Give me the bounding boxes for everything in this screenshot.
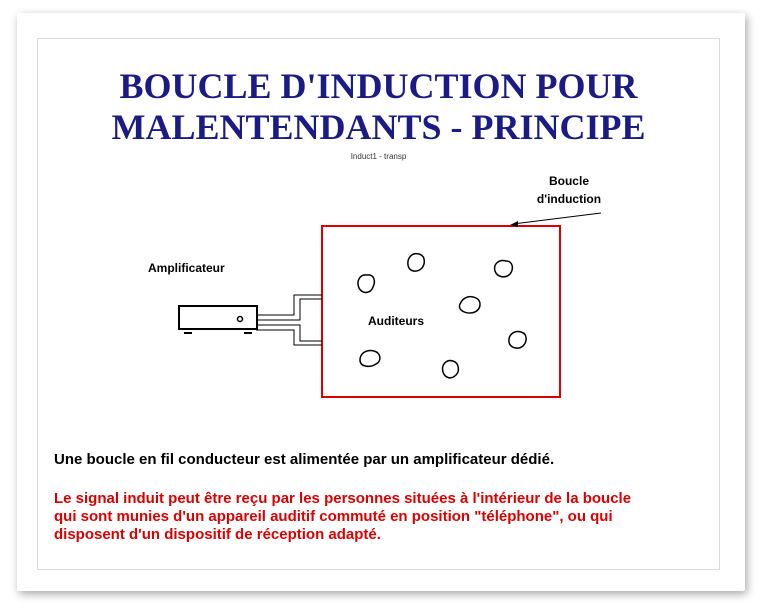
note-line-2: qui sont munies d'un appareil auditif commuté en position "téléphone", ou qui bbox=[54, 508, 613, 525]
loop-label-line-2: d'induction bbox=[536, 192, 602, 206]
induction-loop-diagram bbox=[38, 39, 719, 439]
listener-head-icon bbox=[408, 254, 424, 272]
note-line-3: disposent d'un dispositif de réception adapté. bbox=[54, 526, 381, 543]
title-line-1: BOUCLE D'INDUCTION POUR bbox=[119, 66, 638, 106]
slide-frame bbox=[37, 38, 720, 570]
listener-head-icon bbox=[495, 261, 513, 277]
amplifier-label: Amplificateur bbox=[148, 261, 225, 275]
slide-sheet bbox=[17, 13, 745, 591]
reception-note bbox=[54, 490, 720, 544]
loop-label-leader bbox=[510, 213, 601, 227]
amplifier-icon bbox=[179, 306, 257, 333]
listener-head-icon bbox=[443, 361, 459, 378]
listener-head-icon bbox=[360, 350, 380, 366]
loop-label-line-1: Boucle bbox=[548, 174, 590, 188]
induction-loop bbox=[322, 226, 560, 397]
listener-head-icon bbox=[459, 297, 480, 313]
loop-wires bbox=[256, 295, 322, 345]
description-text: Une boucle en fil conducteur est alimentée par un amplificateur dédié. bbox=[54, 451, 555, 468]
slide-subtitle: Induct1 - transp bbox=[350, 152, 407, 161]
listener-head-icon bbox=[509, 332, 526, 349]
listeners-label: Auditeurs bbox=[368, 314, 425, 328]
title-line-2: MALENTENDANTS - PRINCIPE bbox=[111, 107, 646, 147]
listener-head-icon bbox=[358, 275, 374, 293]
note-line-1: Le signal induit peut être reçu par les personnes situées à l'intérieur de la boucle bbox=[54, 490, 632, 507]
